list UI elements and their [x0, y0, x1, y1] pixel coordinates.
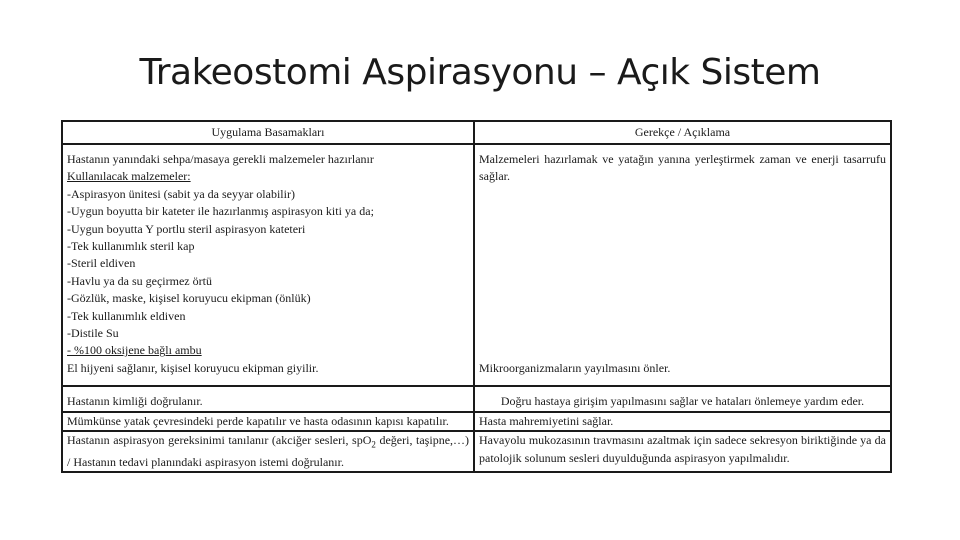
- step-cell: Mümkünse yatak çevresindeki perde kapatılır ve hasta odasının kapısı kapatılır.: [62, 412, 474, 431]
- material-item: -Uygun boyutta bir kateter ile hazırlanmış aspirasyon kiti ya da;: [67, 204, 374, 219]
- table-row: [62, 151, 891, 360]
- material-item: -Havlu ya da su geçirmez örtü: [67, 273, 212, 288]
- rationale-cell: Hasta mahremiyetini sağlar.: [474, 412, 891, 431]
- rationale-cell: [474, 360, 891, 386]
- step-cell: [62, 360, 474, 386]
- table-row: [62, 360, 891, 386]
- material-item: -Tek kullanımlık steril kap: [67, 239, 195, 254]
- material-item: -Uygun boyutta Y portlu steril aspirasyon kateteri: [67, 221, 306, 236]
- step-text: El hijyeni sağlanır, kişisel koruyucu ekipman giyilir.: [67, 360, 319, 375]
- step-text: Hastanın yanındaki sehpa/masaya gerekli malzemeler hazırlanır: [67, 152, 374, 166]
- material-item: -Gözlük, maske, kişisel koruyucu ekipman (önlük): [67, 291, 311, 306]
- material-item: - %100 oksijene bağlı ambu: [67, 343, 202, 358]
- step-cell: [62, 151, 474, 360]
- slide-title: Trakeostomi Aspirasyonu – Açık Sistem: [139, 52, 821, 93]
- material-item: -Steril eldiven: [67, 256, 136, 271]
- rationale-text: Mikroorganizmaların yayılmasını önler.: [479, 360, 671, 375]
- table-row: [62, 431, 891, 472]
- step-text-part2: değeri, taşipne,…) / Hastanın tedavi planındaki aspirasyon istemi doğrulanır.: [67, 433, 470, 469]
- rationale-cell: Doğru hastaya girişim yapılmasını sağlar ve hataları önlemeye yardım eder.: [474, 393, 891, 411]
- table-header-row: [62, 121, 891, 144]
- procedure-table: [61, 120, 892, 473]
- rationale-cell: Malzemeleri hazırlamak ve yatağın yanına yerleştirmek zaman ve enerji tasarrufu sağlar.: [474, 151, 891, 360]
- material-item: -Distile Su: [67, 326, 119, 341]
- material-item: -Aspirasyon ünitesi (sabit ya da seyyar olabilir): [67, 186, 295, 201]
- header-steps: Uygulama Basamakları: [62, 121, 474, 144]
- step-text-o: O: [362, 433, 372, 448]
- material-item: -Tek kullanımlık eldiven: [67, 308, 186, 323]
- rationale-cell: Havayolu mukozasının travmasını azaltmak için sadece sekresyon biriktiğinde ya da patolojik solunum sesleri duyulduğunda aspirasyon yapılmalıdır.: [474, 431, 891, 472]
- header-rationale: Gerekçe / Açıklama: [474, 121, 891, 144]
- table-row: [62, 412, 891, 431]
- step-cell: [62, 431, 474, 472]
- table-row: [62, 393, 891, 411]
- materials-heading: Kullanılacak malzemeler:: [67, 169, 191, 184]
- step-text-subscript: 2: [371, 439, 376, 450]
- step-text-part1: Hastanın aspirasyon gereksinimi tanılanır (akciğer sesleri, sp: [67, 433, 363, 448]
- step-cell: Hastanın kimliği doğrulanır.: [62, 393, 474, 411]
